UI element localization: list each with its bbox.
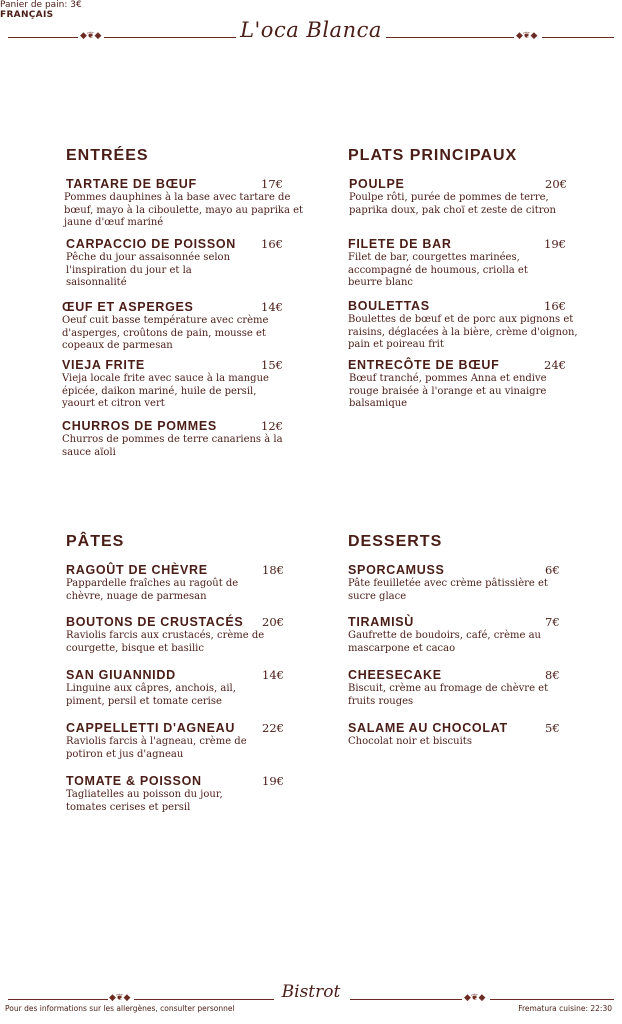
item-name: ENTRECÔTE DE BŒUF <box>348 358 500 372</box>
item-name: TARTARE DE BŒUF <box>66 177 197 191</box>
divider <box>386 37 514 38</box>
item-price: 19€ <box>544 237 566 251</box>
item-name: RAGOÛT DE CHÈVRE <box>66 563 208 577</box>
item-name: TOMATE & POISSON <box>66 774 202 788</box>
item-price: 17€ <box>261 177 283 191</box>
item-description: Filet de bar, courgettes marinées, accompagné de houmous, criolla et beurre blanc <box>348 252 528 288</box>
item-description: Vieja locale frite avec sauce à la mangue épicée, daikon mariné, huile de persil, yaourt et citron vert <box>62 373 269 409</box>
item-description: Boulettes de bœuf et de porc aux pignons et raisins, déglacées à la bière, crème d'oignon, pain et poireau frit <box>348 314 578 350</box>
item-price: 16€ <box>261 237 283 251</box>
item-price: 20€ <box>262 615 284 629</box>
item-description: Raviolis farcis à l'agneau, crème de potiron et jus d'agneau <box>66 736 247 760</box>
item-name: FILETE DE BAR <box>348 237 452 251</box>
item-price: 20€ <box>545 177 567 191</box>
item-price: 14€ <box>261 300 283 314</box>
item-name: CARPACCIO DE POISSON <box>66 237 237 251</box>
bread-basket-price: Panier de pain: 3€ <box>0 0 82 10</box>
item-name: CHURROS DE POMMES <box>62 419 217 433</box>
restaurant-logo: L'oca Blanca <box>240 18 382 42</box>
ornament-icon: ◆❦◆ <box>464 993 486 1003</box>
item-price: 14€ <box>262 668 284 682</box>
allergen-notice: Pour des informations sur les allergènes, consulter personnel <box>5 1004 235 1013</box>
ornament-icon: ◆❦◆ <box>109 993 131 1003</box>
item-price: 5€ <box>545 721 560 735</box>
item-name: VIEJA FRITE <box>62 358 145 372</box>
item-price: 19€ <box>262 774 284 788</box>
bistrot-logo: Bistrot <box>281 982 341 1002</box>
item-price: 24€ <box>544 358 566 372</box>
item-name: SALAME AU CHOCOLAT <box>348 721 508 735</box>
item-name: SAN GIUANNIDD <box>66 668 176 682</box>
item-price: 7€ <box>545 615 560 629</box>
ornament-icon: ◆❦◆ <box>80 31 102 41</box>
item-description: Poulpe rôti, purée de pommes de terre, paprika doux, pak choï et zeste de citron <box>349 192 556 216</box>
divider <box>350 999 462 1000</box>
divider <box>542 37 614 38</box>
item-price: 16€ <box>544 299 566 313</box>
item-price: 15€ <box>261 358 283 372</box>
item-description: Gaufrette de boudoirs, café, crème au mascarpone et cacao <box>348 630 541 654</box>
item-description: Pêche du jour assaisonnée selon l'inspiration du jour et la saisonnalité <box>66 252 231 288</box>
item-description: Chocolat noir et biscuits <box>348 736 472 747</box>
item-description: Pommes dauphines à la base avec tartare de bœuf, mayo à la ciboulette, mayo au paprika et jaune d'œuf mariné <box>64 192 304 228</box>
language-selector[interactable]: FRANÇAIS <box>0 10 54 20</box>
item-price: 22€ <box>262 721 284 735</box>
item-price: 18€ <box>262 563 284 577</box>
item-price: 8€ <box>545 668 560 682</box>
item-description: Tagliatelles au poisson du jour, tomates cerises et persil <box>66 789 223 813</box>
ornament-icon: ◆❦◆ <box>516 31 538 41</box>
item-description: Linguine aux câpres, anchois, ail, piment, persil et tomate cerise <box>66 683 236 707</box>
item-name: BOUTONS DE CRUSTACÉS <box>66 615 244 629</box>
section-title-plats: PLATS PRINCIPAUX <box>348 147 518 164</box>
item-description: Oeuf cuit basse température avec crème d'asperges, croûtons de pain, mousse et copeaux de parmesan <box>62 315 269 351</box>
item-description: Pâte feuilletée avec crème pâtissière et sucre glace <box>348 578 548 602</box>
item-name: ŒUF ET ASPERGES <box>62 300 194 314</box>
section-title-desserts: DESSERTS <box>348 533 443 550</box>
item-name: BOULETTAS <box>348 299 430 313</box>
section-title-pates: PÂTES <box>66 533 125 550</box>
item-description: Pappardelle fraîches au ragoût de chèvre, nuage de parmesan <box>66 578 239 602</box>
item-description: Churros de pommes de terre canariens à la sauce aïoli <box>62 434 283 458</box>
item-name: CHEESECAKE <box>348 668 442 682</box>
item-description: Bœuf tranché, pommes Anna et endive rouge braisée à l'orange et au vinaigre balsamique <box>349 373 547 409</box>
item-name: TIRAMISÙ <box>348 615 415 629</box>
item-name: CAPPELLETTI D'AGNEAU <box>66 721 236 735</box>
item-price: 6€ <box>545 563 560 577</box>
section-title-entrees: ENTRÉES <box>66 147 149 164</box>
kitchen-closing-time: Frematura cuisine: 22:30 <box>518 1004 612 1013</box>
item-name: POULPE <box>349 177 405 191</box>
item-description: Raviolis farcis aux crustacés, crème de courgette, bisque et basilic <box>66 630 265 654</box>
item-name: SPORCAMUSS <box>348 563 445 577</box>
item-description: Biscuit, crème au fromage de chèvre et fruits rouges <box>348 683 549 707</box>
item-price: 12€ <box>261 419 283 433</box>
divider <box>490 999 614 1000</box>
